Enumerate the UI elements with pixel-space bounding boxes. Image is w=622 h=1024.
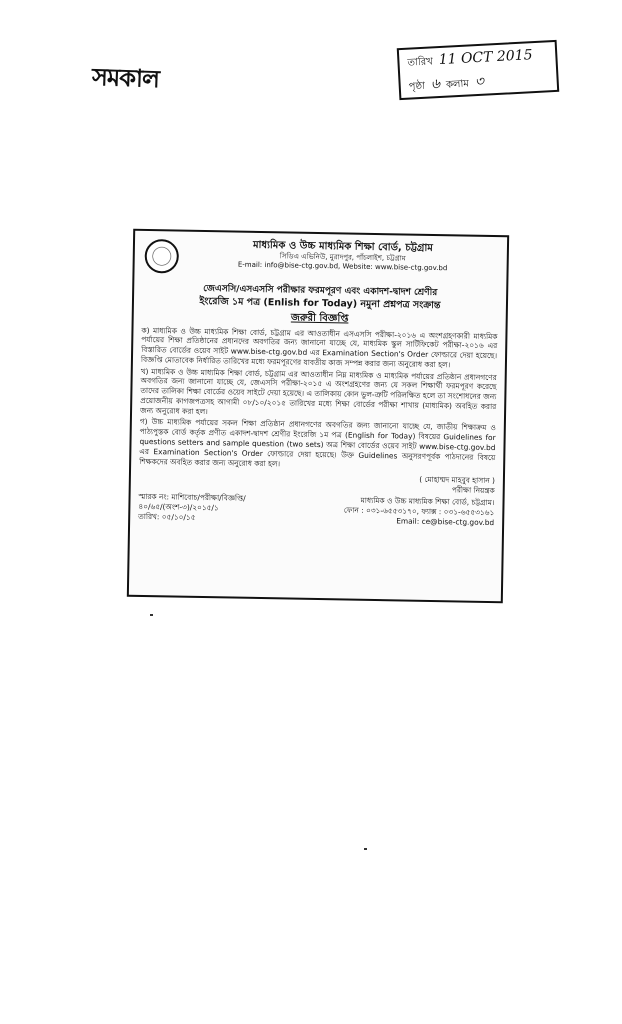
signatory-phone: ফোন : ০৩১-৬৫৫৩১৭০, ফ্যাক্স : ০৩১-৬৫৫৩১৬১ [343,505,495,518]
notice-paragraph-g: গ) উচ্চ মাধ্যমিক পর্যায়ের সকল শিক্ষা প্রতিষ্ঠান প্রধানগণের অবগতির জন্য জানানো যাচ্ছে যে, জাতীয় শিক্ষাক্রম ও পাঠ্যপুস্তক বোর্ড কর্তৃক প্রণীত একাদশ-দ্বাদশ শ্রেণীর ইংরেজি ১ম পত্র (English for Today) বিষয়ের Guidelines for questions setters and sample question (two sets) অত্র শিক্ষা বোর্ডের ওয়েব সাইট www.bise-ctg.gov.bd এর Examination Section's Order ফোল্ডারে দেয়া হয়েছে। উক্ত Guidelines অনুসরণপূর্বক পাঠদানের বিষয়ে শিক্ষকদের অবহিত করার জন্য অনুরোধ করা হল। [139,417,496,468]
reference-line2: ৪০/৬৫/(অংশ-৩)/২০১৫/১ [138,502,219,513]
board-logo-icon [144,239,179,274]
stamp-date-value: 11 OCT 2015 [438,47,533,69]
notice-paragraph-kh: খ) মাধ্যমিক ও উচ্চ মাধ্যমিক শিক্ষা বোর্ড, চট্টগ্রাম এর আওতাধীন নিম্ন মাধ্যমিক ও মাধ্যমিক পর্যায়ের প্রতিষ্ঠান প্রধানগণের অবগতির জন্য জানানো যাচ্ছে যে, জেএসসি পরীক্ষা-২০১৫ এ অংশগ্রহণের জন্য যে সকল শিক্ষার্থী ফরমপূরণ করেছে তাদের তালিকা শিক্ষা বোর্ডের ওয়েব সাইটে দেয়া হয়েছে। এ তালিকায় কোন ভুল-ত্রুটি পরিলক্ষিত হলে তা সংশোধনের জন্য প্রয়োজনীয় কাগজপত্রসহ আগামী ০৮/১০/২০১৫ তারিখের মধ্যে শিক্ষা বোর্ডের পরীক্ষা শাখায় (মাধ্যমিক) অবহিত করার জন্য অনুরোধ করা হল। [139,366,497,416]
notice-heading: জরুরী বিজ্ঞপ্তি [290,312,349,325]
reference-block [138,492,246,524]
notice-header [142,237,499,285]
reference-line1: স্মারক নং: মাশিবোচ/পরীক্ষা/বিজ্ঞপ্তি/ [138,492,246,504]
stamp-page-value: ৬ [430,76,441,93]
board-address: সিডিএ এভিনিউ, মুরাদপুর, পাঁচলাইশ, চট্টগ্রাম [279,252,406,263]
stamp-column-label: কলাম [445,78,470,91]
speck-mark [150,614,153,616]
signatory-name: ( মোহাম্মদ মাহবুব হাসান ) [419,475,495,486]
board-contact: E-mail: info@bise-ctg.gov.bd, Website: www.bise-ctg.gov.bd [237,261,448,273]
signatory-board: মাধ্যমিক ও উচ্চ মাধ্যমিক শিক্ষা বোর্ড, চট্টগ্রাম। [360,496,495,508]
notice-paragraph-k: ক) মাধ্যমিক ও উচ্চ মাধ্যমিক শিক্ষা বোর্ড, চট্টগ্রাম এর আওতাধীন এসএসসি পরীক্ষা-২০১৬ এ অংশগ্রহণকারী মাধ্যমিক পর্যায়ের শিক্ষা প্রতিষ্ঠানের প্রধানদের অবগতির জন্য জানানো যাচ্ছে যে, মাধ্যমিক স্কুল সার্টিফিকেট পরীক্ষা-২০১৬ এর বিস্তারিত বোর্ডের ওয়েব সাইট www.bise-ctg.gov.bd এর Examination Section's Order ফোল্ডারে দেয়া হয়েছে। বিজ্ঞপ্তি মোতাবেক নির্ধারিত তারিখের মধ্যে ফরমপূরণের যাবতীয় কাজ সম্পন্ন করার জন্য অনুরোধ করা হল। [140,325,498,370]
stamp-column-value: ৩ [474,73,485,91]
newspaper-masthead: সমকাল [91,61,160,94]
stamp-page-label: পৃষ্ঠা [408,80,426,93]
signatory-title: পরীক্ষা নিয়ন্ত্রক [451,485,495,496]
notice-title-line2: ইংরেজি ১ম পত্র (Enlish for Today) নমুনা প্রশ্নপত্র সংক্রান্ত [199,295,441,311]
signatory-email: Email: ce@bise-ctg.gov.bd [396,516,495,528]
contact-block [344,496,495,529]
speck-mark [364,848,367,850]
notice-clipping [127,229,509,604]
clipping-stamp [397,40,560,100]
notice-footer [138,492,494,528]
board-name: মাধ্যমিক ও উচ্চ মাধ্যমিক শিক্ষা বোর্ড, চট্টগ্রাম [252,239,433,254]
stamp-date-label: তারিখ [407,56,434,69]
notice-title-line1: জেএসসি/এসএসসি পরীক্ষার ফরমপূরণ এবং একাদশ-দ্বাদশ শ্রেণীর [203,283,438,299]
reference-date: তারিখ: ০৫/১০/১৫ [138,512,196,523]
